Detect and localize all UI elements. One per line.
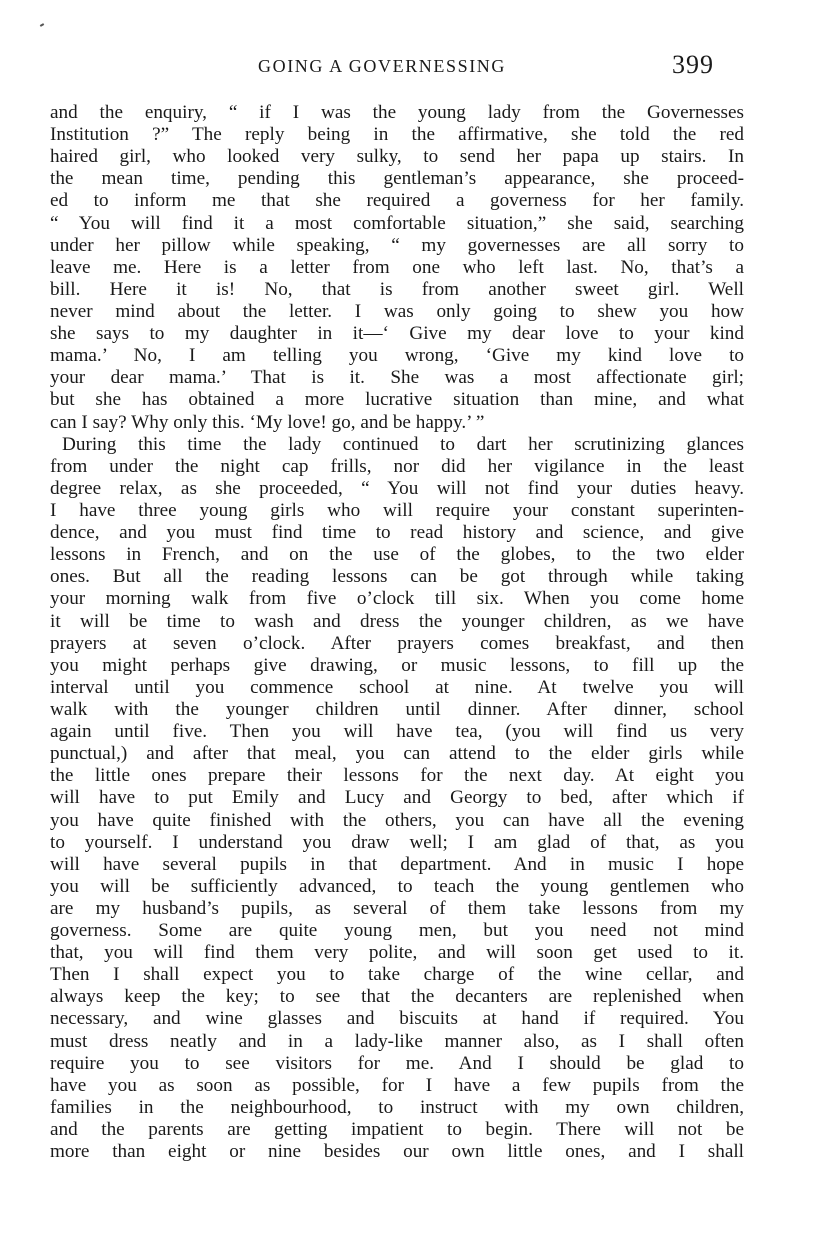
text-line: always keep the key; to see that the decanters are replenished when xyxy=(50,986,744,1008)
text-line: never mind about the letter. I was only going to shew you how xyxy=(50,300,744,322)
text-line: ed to inform me that she required a governess for her family. xyxy=(50,190,744,212)
text-line: mama.’ No, I am telling you wrong, ‘Give my kind love to xyxy=(50,345,744,367)
text-line: haired girl, who looked very sulky, to send her papa up stairs. In xyxy=(50,146,744,168)
text-line: Then I shall expect you to take charge of the wine cellar, and xyxy=(50,964,744,986)
text-line: interval until you commence school at nine. At twelve you will xyxy=(50,676,744,698)
text-line: degree relax, as she proceeded, “ You will not find your duties heavy. xyxy=(50,477,744,499)
text-line: the mean time, pending this gentleman’s appearance, she proceed- xyxy=(50,168,744,190)
text-line: I have three young girls who will require your constant superinten- xyxy=(50,499,744,521)
text-line: from under the night cap frills, nor did her vigilance in the least xyxy=(50,455,744,477)
text-line: have you as soon as possible, for I have a few pupils from the xyxy=(50,1074,744,1096)
body-text xyxy=(50,102,744,1163)
paragraph-first-line: During this time the lady continued to dart her scrutinizing glances xyxy=(62,433,744,455)
text-line: punctual,) and after that meal, you can attend to the elder girls while xyxy=(50,743,744,765)
text-line: to yourself. I understand you draw well; I am glad of that, as you xyxy=(50,831,744,853)
text-line: are my husband’s pupils, as several of them take lessons from my xyxy=(50,897,744,919)
text-line: and the parents are getting impatient to begin. There will not be xyxy=(50,1119,744,1141)
text-line: can I say? Why only this. ‘My love! go, and be happy.’ ” xyxy=(50,411,485,433)
text-line: dence, and you must find time to read history and science, and give xyxy=(50,522,744,544)
text-line: families in the neighbourhood, to instruct with my own children, xyxy=(50,1096,744,1118)
text-line: the little ones prepare their lessons for the next day. At eight you xyxy=(50,765,744,787)
text-line: but she has obtained a more lucrative situation than mine, and what xyxy=(50,389,744,411)
text-line: more than eight or nine besides our own little ones, and I shall xyxy=(50,1141,744,1163)
page-number: 399 xyxy=(672,50,714,79)
text-line: necessary, and wine glasses and biscuits at hand if required. You xyxy=(50,1008,744,1030)
text-line: will have several pupils in that department. And in music I hope xyxy=(50,853,744,875)
text-line: she says to my daughter in it—‘ Give my dear love to your kind xyxy=(50,323,744,345)
text-line: your dear mama.’ That is it. She was a most affectionate girl; xyxy=(50,367,744,389)
text-line: lessons in French, and on the use of the globes, to the two elder xyxy=(50,544,744,566)
text-line: prayers at seven o’clock. After prayers comes breakfast, and then xyxy=(50,632,744,654)
text-line: leave me. Here is a letter from one who left last. No, that’s a xyxy=(50,256,744,278)
text-line: it will be time to wash and dress the younger children, as we have xyxy=(50,610,744,632)
text-line: and the enquiry, “ if I was the young lady from the Governesses xyxy=(50,102,744,123)
text-line: that, you will find them very polite, and will soon get used to it. xyxy=(50,942,744,964)
text-line: must dress neatly and in a lady-like manner also, as I shall often xyxy=(50,1030,744,1052)
text-line: Institution ?” The reply being in the affirmative, she told the red xyxy=(50,124,744,146)
text-line: under her pillow while speaking, “ my governesses are all sorry to xyxy=(50,234,744,256)
text-line: require you to see visitors for me. And I should be glad to xyxy=(50,1052,744,1074)
stray-ink-mark xyxy=(40,23,44,27)
text-line: your morning walk from five o’clock till six. When you come home xyxy=(50,588,744,610)
text-line: governess. Some are quite young men, but you need not mind xyxy=(50,920,744,942)
text-line: walk with the younger children until dinner. After dinner, school xyxy=(50,698,744,720)
text-line: again until five. Then you will have tea, (you will find us very xyxy=(50,721,744,743)
text-line: will have to put Emily and Lucy and Georgy to bed, after which if xyxy=(50,787,744,809)
text-line: you have quite finished with the others, you can have all the evening xyxy=(50,809,744,831)
running-title: GOING A GOVERNESSING xyxy=(258,56,507,76)
text-line: you will be sufficiently advanced, to teach the young gentlemen who xyxy=(50,875,744,897)
text-line: bill. Here it is! No, that is from another sweet girl. Well xyxy=(50,278,744,300)
text-line: ones. But all the reading lessons can be got through while taking xyxy=(50,566,744,588)
text-line: you might perhaps give drawing, or music lessons, to fill up the xyxy=(50,654,744,676)
text-line: “ You will find it a most comfortable situation,” she said, searching xyxy=(50,212,744,234)
